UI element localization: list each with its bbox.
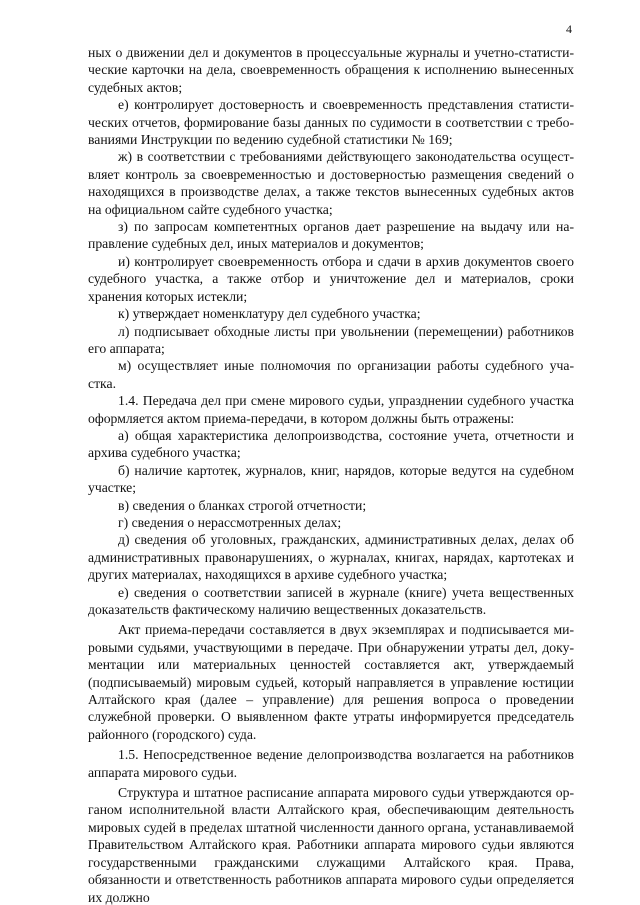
paragraph-item-k-nomenclature: к) утверждает номенклатуру дел судебного участка; xyxy=(118,306,421,322)
paragraph-transfer-act: Акт приема-передачи составляется в двух экземплярах и подписывается мировыми судьями, участвующими в передаче. При обнаружении утраты дел, документации или материальных ценностей составляется акт, утверждаемый (подписываемый) мировым судьей, который направляется в управление юстиции Алтайского края (далее – управление) для решения вопроса о проведении служебной проверки. О выявленном факте утраты информируется председатель районного (городского) суда. xyxy=(88,622,574,742)
page-number: 4 xyxy=(566,22,572,36)
paragraph-item-v-forms: в) сведения о бланках строгой отчетности; xyxy=(118,497,367,513)
paragraph-staff-structure: Структура и штатное расписание аппарата мирового судьи утверждаются органом исполнительной власти Алтайского края, обеспечивающим деятельность мировых судей в пределах штатной численности данного органа, устанавливаемой Правительством Алтайского края. Работники аппарата мирового судьи являются государственными гражданскими служащими Алтайского края. Права, обязанности и ответственность работников аппарата мирового судьи определяется их должно xyxy=(88,785,574,905)
paragraph-item-b-files: б) наличие картотек, журналов, книг, нарядов, которые ведутся на судебном участке; xyxy=(88,462,574,496)
paragraph-item-a-characteristics: а) общая характеристика делопроизводства, состояние учета, отчетности и архива судебного участка; xyxy=(88,427,574,461)
paragraph-item-d-archived-cases: д) сведения об уголовных, гражданских, административных делах, делах об административных правонарушениях, о журналах, книгах, нарядах, картотеках и других материалах, находящихся в архиве судебного участка; xyxy=(88,532,574,583)
paragraph-item-e-statistics: е) контролирует достоверность и своевременность представления статистических отчетов, формирование базы данных по судимости в соответствии с требованиями Инструкции по ведению судебной статистики № 169; xyxy=(88,97,574,148)
paragraph-item-z-requests: з) по запросам компетентных органов дает разрешение на выдачу или направление судебных дел, иных материалов и документов; xyxy=(88,219,574,252)
paragraph-item-i-archive: и) контролирует своевременность отбора и сдачи в архив документов своего судебного участка, а также отбор и уничтожение дел и материалов, сроки хранения которых истекли; xyxy=(88,253,574,304)
document-body xyxy=(88,44,574,905)
paragraph-item-e-evidence: е) сведения о соответствии записей в журнале (книге) учета вещественных доказательств фактическому наличию вещественных доказательств. xyxy=(88,584,574,617)
paragraph-item-zh-website: ж) в соответствии с требованиями действующего законодательства осуществляет контроль за своевременностью и достоверностью размещения сведений о находящихся в производстве делах, а также текстов вынесенных судебных актов на официальном сайте судебного участка; xyxy=(88,149,574,217)
paragraph-item-l-clearance: л) подписывает обходные листы при увольнении (перемещении) работников его аппарата; xyxy=(88,323,574,356)
paragraph-item-g-pending-cases: г) сведения о нерассмотренных делах; xyxy=(118,514,342,530)
paragraph-section-1-5: 1.5. Непосредственное ведение делопроизводства возлагается на работников аппарата мирового судьи. xyxy=(88,747,574,780)
paragraph-movement-records: ных о движении дел и документов в процессуальные журналы и учетно-статистические карточки на дела, своевременность обращения к исполнению вынесенных судебных актов; xyxy=(88,45,574,95)
paragraph-item-m-other-powers: м) осуществляет иные полномочия по организации работы судебного участка. xyxy=(88,358,574,391)
paragraph-section-1-4: 1.4. Передача дел при смене мирового судьи, упразднении судебного участка оформляется актом приема-передачи, в котором должны быть отражены: xyxy=(88,393,574,426)
